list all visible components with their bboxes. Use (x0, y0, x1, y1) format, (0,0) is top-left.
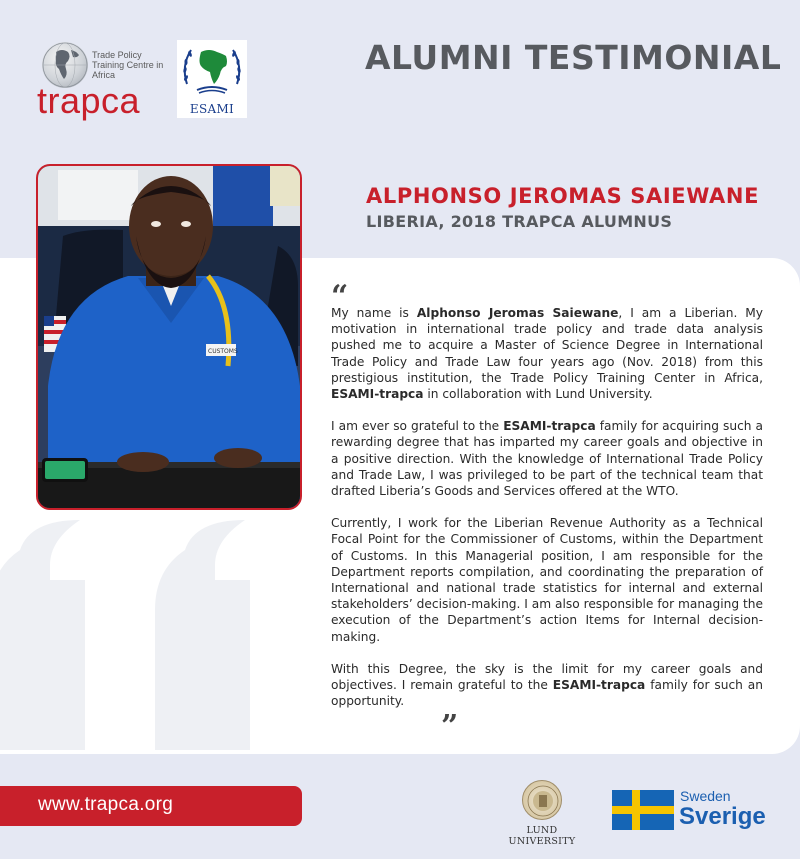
esami-wordmark: ESAMI (189, 102, 235, 116)
org-name-inline: ESAMI-trapca (552, 678, 646, 693)
alumnus-subtitle: LIBERIA, 2018 TRAPCA ALUMNUS (366, 212, 673, 231)
text-span: in collaboration with Lund University. (423, 387, 653, 402)
sweden-label: Sweden (680, 788, 731, 804)
text-span: My name is (331, 306, 417, 320)
lund-university-name: LUND UNIVERSITY (508, 825, 576, 847)
lund-seal-icon (522, 780, 562, 820)
text-span: I am ever so grateful to the (331, 419, 504, 434)
trapca-logo (34, 40, 164, 121)
text-span: family for acquiring such a rewarding degree that has imparted my career goals and objective in a positive direction. With the knowledge of International Trade Policy and Trade Law, I was privileged to be part of the technical team that drafted Liberia’s Goods and Services offered at the WTO. (331, 419, 763, 499)
website-link[interactable]: www.trapca.org (38, 794, 174, 815)
alumnus-name: ALPHONSO JEROMAS SAIEWANE (366, 184, 760, 208)
open-quote-icon: “ (331, 279, 349, 314)
lund-university-logo (495, 780, 589, 847)
page-title: ALUMNI TESTIMONIAL (365, 38, 782, 77)
testimonial-paragraph (331, 661, 763, 710)
alumnus-photo (36, 164, 302, 510)
testimonial-paragraph: Currently, I work for the Liberian Revenue Authority as a Technical Focal Point for the Commissioner of Customs, within the Department of Customs. In this Managerial position, I am responsible for the Department reports compilation, and coordinating the preparation of International and national trade statistics for internal and external stakeholders’ decision-making. I am also responsible for managing the execution of the Department’s action Items for Internal decision-making. (331, 516, 763, 644)
sweden-flag-icon (612, 790, 674, 830)
org-name-inline: ESAMI-trapca (331, 387, 424, 402)
esami-logo (177, 40, 247, 118)
website-banner (0, 786, 302, 826)
alumnus-name-inline: Alphonso Jeromas Saiewane (416, 306, 619, 320)
sweden-sverige-logo (612, 787, 772, 833)
africa-emblem-icon (177, 40, 247, 100)
text-span: family for such an opportunity. (331, 678, 763, 709)
org-name-inline: ESAMI-trapca (503, 419, 596, 434)
text-span: , I am a Liberian. My motivation in international trade policy and trade data analysis pushed me to acquire a Master of Science Degree in International Trade Policy and Trade Law four years ago (Nov. 2018) from this prestigious institution, the Trade Policy Training Center in Africa, (331, 306, 763, 385)
id-badge: CUSTOMS (208, 348, 238, 355)
text-span: With this Degree, the sky is the limit for my career goals and objectives. I remain grateful to the (331, 661, 763, 693)
close-quote-icon: ” (441, 709, 459, 744)
testimonial-text (331, 305, 763, 725)
decorative-quote-icon (0, 510, 310, 770)
testimonial-paragraph (331, 418, 763, 499)
trapca-tagline: Trade Policy Training Centre in Africa (92, 50, 164, 80)
trapca-wordmark: trapca (37, 80, 141, 121)
testimonial-paragraph (331, 305, 763, 402)
sverige-label: Sverige (679, 803, 766, 830)
